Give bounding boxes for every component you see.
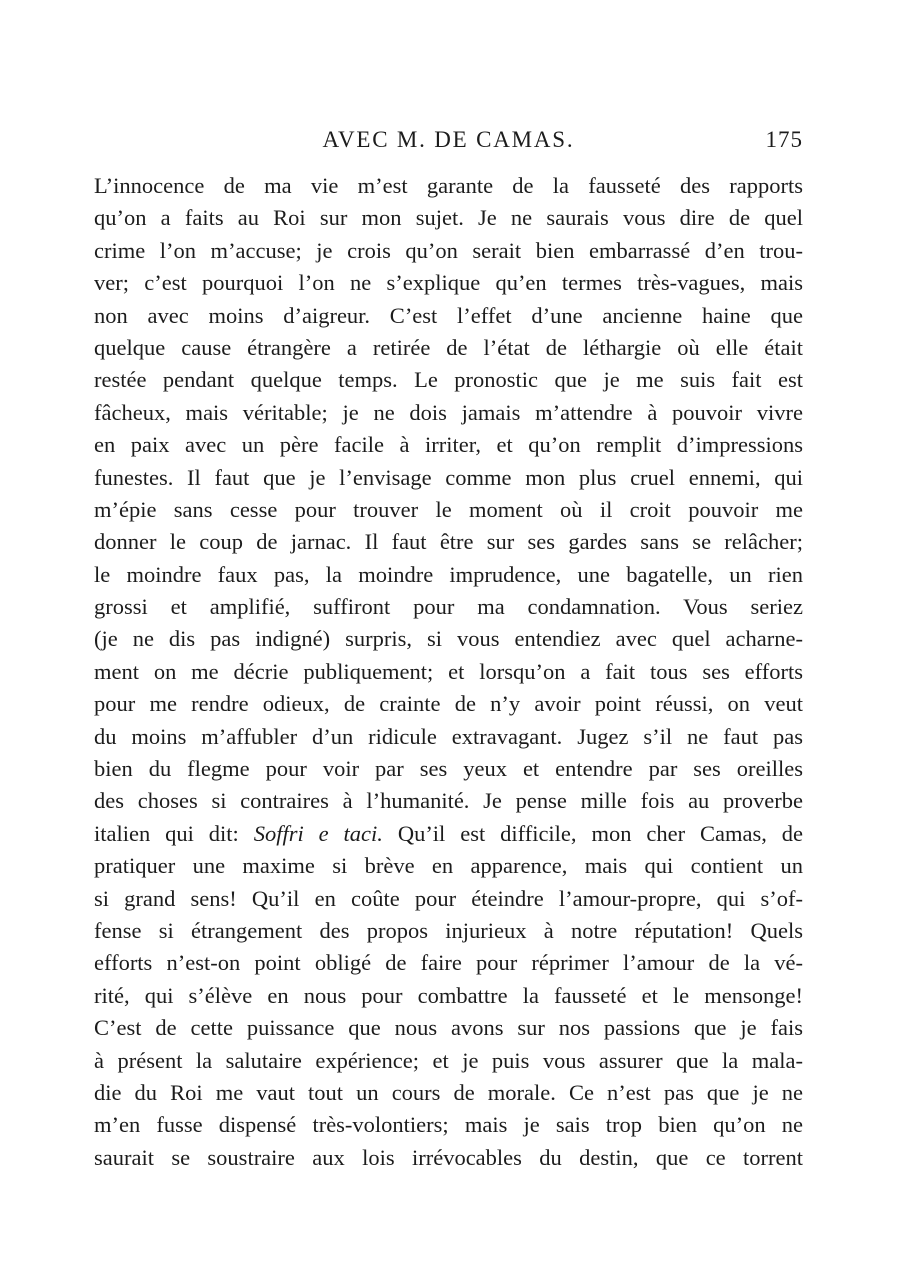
text-line: fâcheux, mais véritable; je ne dois jamais m’attendre à pouvoir vivre [94, 399, 803, 425]
line-segment: Qu’il est difficile, mon cher Camas, de [382, 820, 803, 846]
text-line: m’épie sans cesse pour trouver le moment où il croit pouvoir me [94, 496, 803, 522]
text-line: ver; c’est pourquoi l’on ne s’explique qu’en termes très-vagues, mais [94, 270, 803, 296]
text-line: non avec moins d’aigreur. C’est l’effet d’une ancienne haine que [94, 302, 803, 328]
page-number: 175 [765, 127, 803, 152]
text-line: qu’on a faits au Roi sur mon sujet. Je ne saurais vous dire de quel [94, 205, 803, 231]
text-line: C’est de cette puissance que nous avons sur nos passions que je fais [94, 1015, 803, 1041]
text-line: en paix avec un père facile à irriter, et qu’on remplit d’impressions [94, 432, 803, 458]
text-line: ment on me décrie publiquement; et lorsqu’on a fait tous ses efforts [94, 658, 803, 684]
text-line: grossi et amplifié, suffiront pour ma condamnation. Vous seriez [94, 594, 803, 620]
body-text [94, 170, 803, 1174]
text-line: efforts n’est-on point obligé de faire pour réprimer l’amour de la vé- [94, 950, 803, 976]
text-line: saurait se soustraire aux lois irrévocables du destin, que ce torrent [94, 1144, 803, 1170]
text-line: die du Roi me vaut tout un cours de morale. Ce n’est pas que je ne [94, 1079, 803, 1105]
text-line: du moins m’affubler d’un ridicule extravagant. Jugez s’il ne faut pas [94, 723, 803, 749]
text-line: si grand sens! Qu’il en coûte pour éteindre l’amour-propre, qui s’of- [94, 885, 803, 911]
text-line: quelque cause étrangère a retirée de l’état de léthargie où elle était [94, 334, 803, 360]
text-line: rité, qui s’élève en nous pour combattre la fausseté et le mensonge! [94, 982, 803, 1008]
text-line: à présent la salutaire expérience; et je puis vous assurer que la mala- [94, 1047, 803, 1073]
text-line: des choses si contraires à l’humanité. Je pense mille fois au proverbe [94, 788, 803, 814]
text-line: donner le coup de jarnac. Il faut être sur ses gardes sans se relâcher; [94, 529, 803, 555]
text-line: le moindre faux pas, la moindre imprudence, une bagatelle, un rien [94, 561, 803, 587]
text-line: bien du flegme pour voir par ses yeux et entendre par ses oreilles [94, 756, 803, 782]
text-line-with-italic [94, 818, 803, 850]
text-line: crime l’on m’accuse; je crois qu’on serait bien embarrassé d’en trou- [94, 237, 803, 263]
text-line: L’innocence de ma vie m’est garante de la fausseté des rapports [94, 173, 803, 198]
running-header [94, 122, 803, 158]
text-line: pratiquer une maxime si brève en apparence, mais qui contient un [94, 853, 803, 879]
line-segment: italien qui dit: [94, 820, 254, 846]
text-line: restée pendant quelque temps. Le pronostic que je me suis fait est [94, 367, 803, 393]
text-line: fense si étrangement des propos injurieux à notre réputation! Quels [94, 917, 803, 943]
text-line: funestes. Il faut que je l’envisage comme mon plus cruel ennemi, qui [94, 464, 803, 490]
text-line: (je ne dis pas indigné) surpris, si vous entendiez avec quel acharne- [94, 626, 803, 652]
text-line: m’en fusse dispensé très-volontiers; mais je sais trop bien qu’on ne [94, 1112, 803, 1138]
text-line: pour me rendre odieux, de crainte de n’y avoir point réussi, on veut [94, 691, 803, 717]
italic-proverb: Soffri e taci. [253, 820, 383, 846]
running-title: AVEC M. DE CAMAS. [322, 127, 575, 152]
